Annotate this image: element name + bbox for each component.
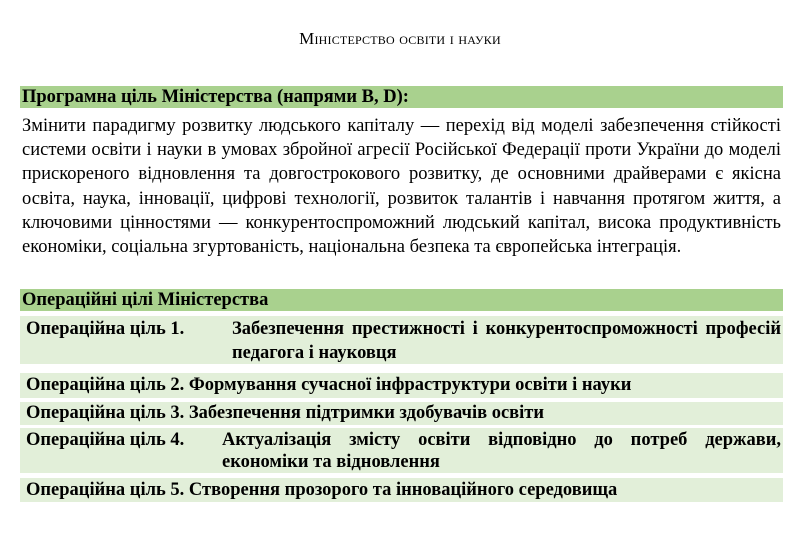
goal-label: Операційна ціль 4.: [26, 430, 185, 450]
goal-label: Операційна ціль 1.: [26, 319, 185, 339]
operational-goals-heading: Операційні цілі Міністерства: [20, 289, 783, 311]
goal-label: Операційна ціль 5.: [26, 480, 185, 500]
goal-text: Забезпечення престижності і конкурентоспроможності професій педагога і науковця: [232, 319, 781, 363]
operational-goal-5: [20, 478, 783, 502]
goal-label: Операційна ціль 3.: [26, 403, 185, 423]
program-goal-text: Змінити парадигму розвитку людського капіталу — перехід від моделі забезпечення стійкості системи освіти і науки в умовах збройної агресії Російської Федерації проти України до моделі прискореного відновлення та довгострокового розвитку, де основними драйверами є якісна освіта, наука, інновації, цифрові технології, розвиток талантів і навчання протягом життя, а ключовими цінностями — конкурентоспроможний людський капітал, висока продуктивність економіки, соціальна згуртованість, національна безпека та європейська інтеграція.: [22, 116, 781, 258]
page-title: Міністерство освіти і науки: [299, 29, 501, 48]
goal-text: Забезпечення підтримки здобувачів освіти: [188, 403, 545, 423]
goal-text: Формування сучасної інфраструктури освіти і науки: [188, 375, 632, 395]
operational-goal-2: [20, 373, 783, 398]
operational-goal-4: [20, 428, 783, 473]
goal-text: Створення прозорого та інноваційного середовища: [188, 480, 618, 500]
program-goal-heading: Програмна ціль Міністерства (напрями B, D):: [20, 86, 783, 108]
operational-goal-1: [20, 316, 783, 364]
goal-text: Актуалізація змісту освіти відповідно до потреб держави, економіки та відновлення: [222, 430, 781, 472]
operational-goal-3: [20, 402, 783, 425]
goal-label: Операційна ціль 2.: [26, 375, 185, 395]
